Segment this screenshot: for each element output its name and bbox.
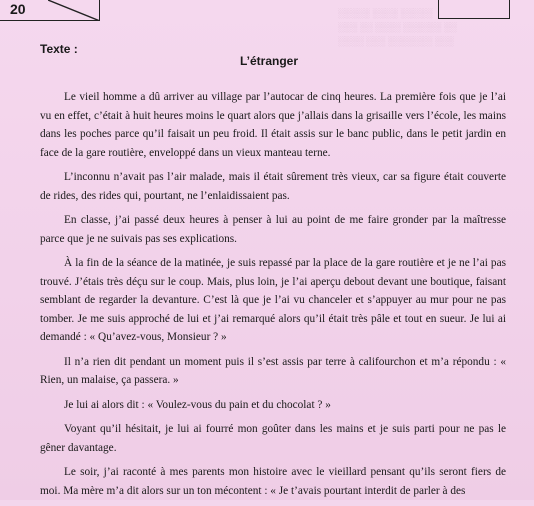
- text-title: L’étranger: [239, 54, 299, 68]
- paragraph: L’inconnu n’avait pas l’air malade, mais il était sûrement très vieux, car sa figure était couverte de rides, des rides qui, pourtant, ne l’enlaidissaient pas.: [40, 171, 506, 202]
- diagonal-line-icon: [48, 0, 100, 21]
- paragraph: Je lui ai alors dit : « Voulez-vous du pain et du chocolat ? »: [64, 398, 331, 411]
- paragraph: Voyant qu’il hésitait, je lui ai fourré mon goûter dans les mains et je suis parti pour ne pas le gêner davantage.: [40, 423, 506, 454]
- paragraph: À la fin de la séance de la matinée, je suis repassé par la place de la gare routière et je ne l’ai pas trouvé. J’étais très déçu sur le coup. Mais, plus loin, je l’ai aperçu debout devant une boutique, faisant semblant de regarder la devanture. C’est là que je l’ai vu chanceler et s’appuyer au mur pour ne pas tomber. Je me suis approché de lui et j’ai remarqué alors qu’il était très pâle et tout en sueur. Je lui ai demandé : « Qu’avez-vous, Monsieur ? »: [40, 257, 506, 343]
- texte-label: Texte :: [40, 42, 78, 56]
- score-box: [438, 0, 510, 19]
- paragraph: Le soir, j’ai raconté à mes parents mon histoire avec le vieillard pensant qu’ils seront fiers de moi. Ma mère m’a dit alors sur un ton mécontent : « Je t’avais pourtant interdit de parler à des: [40, 466, 506, 497]
- paragraph: Le vieil homme a dû arriver au village par l’autocar de cinq heures. La première fois que je l’ai vu en effet, c’était à huit heures moins le quart alors que j’allais dans la grisaille vers l’école, les mains dans les poches parce qu’il faisait un peu froid. Il était assis sur le banc public, dans le petit jardin en face de la gare routière, enveloppé dans un vieux manteau terne.: [40, 91, 506, 159]
- paragraph: En classe, j’ai passé deux heures à penser à lui au point de me faire gronder par la maîtresse parce que je ne suivais pas ses explications.: [40, 214, 506, 245]
- paragraph: Il n’a rien dit pendant un moment puis il s’est assis par terre à califourchon et m’a répondu : « Rien, un malaise, ça passera. »: [40, 355, 506, 386]
- page-number: 20: [10, 1, 26, 17]
- bleed-through-text: ░░░░░ ░░░░ ░░░░░ ░░░ ░░ ░░░░ ░░░░░░ ░░ ░░░░ ░░░ ░░░░░░░ ░░░: [338, 8, 457, 46]
- text-body: [40, 88, 506, 506]
- page-number-box: [0, 0, 100, 21]
